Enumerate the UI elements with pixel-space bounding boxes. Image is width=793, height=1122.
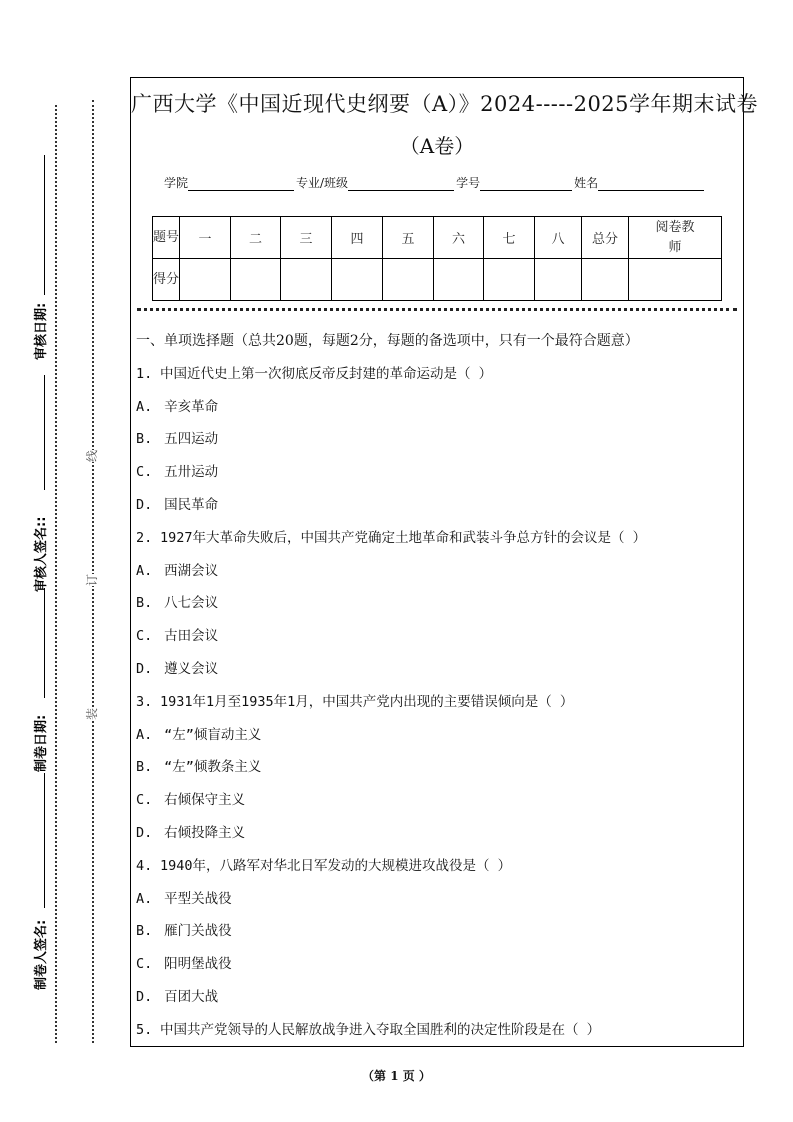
paper-maker-signature-label: 制卷人签名:: [34, 919, 49, 990]
option-1a[interactable]: [136, 397, 739, 430]
student-info-row: [164, 174, 706, 191]
option-letter: C.: [136, 792, 153, 809]
col-header-8: 八: [535, 217, 582, 259]
option-4b[interactable]: [136, 921, 739, 954]
question-4: [136, 856, 739, 889]
student-id-label: 学号: [456, 176, 481, 190]
college-field[interactable]: [188, 178, 294, 191]
score-cell-4[interactable]: [332, 259, 383, 301]
dotted-cut-line-inner: [55, 105, 57, 1043]
section-title: 一、单项选择题（总共20题，每题2分，每题的备选项中，只有一个最符合题意）: [136, 333, 639, 349]
page-number: （第 1 页 ）: [362, 1069, 431, 1083]
score-cell-5[interactable]: [383, 259, 434, 301]
review-date-label: 审核日期:: [34, 302, 49, 360]
question-number: 1.: [136, 365, 153, 382]
col-header-2: 二: [231, 217, 281, 259]
col-header-6: 六: [434, 217, 484, 259]
option-letter: A.: [136, 890, 153, 907]
score-cell-grader[interactable]: [629, 259, 722, 301]
option-text: 国民革命: [164, 496, 219, 513]
score-cell-1[interactable]: [180, 259, 231, 301]
option-1d[interactable]: [136, 495, 739, 528]
question-text: 中国共产党领导的人民解放战争进入夺取全国胜利的决定性阶段是在（ ）: [160, 1021, 601, 1038]
exam-frame: [130, 77, 759, 1047]
option-4d[interactable]: [136, 987, 739, 1020]
paper-maker-signature-line[interactable]: [44, 773, 45, 908]
college-label: 学院: [164, 176, 189, 190]
question-text: 中国近代史上第一次彻底反帝反封建的革命运动是（ ）: [160, 365, 493, 382]
option-3c[interactable]: [136, 790, 739, 823]
option-text: 雁门关战役: [164, 923, 232, 940]
option-1b[interactable]: [136, 429, 739, 462]
score-cell-8[interactable]: [535, 259, 582, 301]
option-text: 辛亥革命: [164, 398, 219, 415]
score-cell-7[interactable]: [484, 259, 535, 301]
option-letter: D.: [136, 824, 153, 841]
option-text: 遵义会议: [164, 660, 219, 677]
question-number: 5.: [136, 1021, 153, 1038]
row-header-score: 得分: [153, 259, 180, 301]
option-3d[interactable]: [136, 823, 739, 856]
col-header-3: 三: [281, 217, 332, 259]
option-2a[interactable]: [136, 561, 739, 594]
col-header-5: 五: [383, 217, 434, 259]
option-letter: C.: [136, 464, 153, 481]
option-text: 古田会议: [164, 628, 219, 645]
option-text: 八七会议: [164, 595, 219, 612]
option-letter: D.: [136, 660, 153, 677]
reviewer-signature-line[interactable]: [44, 375, 45, 490]
row-header-question-no: 题号: [153, 217, 180, 259]
col-header-total: 总分: [582, 217, 629, 259]
option-letter: A.: [136, 562, 153, 579]
option-letter: C.: [136, 628, 153, 645]
option-text: 五卅运动: [164, 464, 219, 481]
option-1c[interactable]: [136, 462, 739, 495]
binding-char-zhuang: 装: [85, 707, 100, 721]
option-text: 百团大战: [164, 988, 219, 1005]
score-cell-total[interactable]: [582, 259, 629, 301]
option-letter: B.: [136, 595, 153, 612]
paper-date-label: 制卷日期:: [34, 714, 49, 772]
option-text: 五四运动: [164, 431, 219, 448]
option-4c[interactable]: [136, 954, 739, 987]
question-5: [136, 1020, 739, 1053]
question-1: [136, 364, 739, 397]
score-cell-2[interactable]: [231, 259, 281, 301]
option-text: “左”倾盲动主义: [164, 726, 262, 743]
dotted-cut-line-outer: [92, 100, 94, 1043]
col-header-4: 四: [332, 217, 383, 259]
exam-subtitle: （A卷）: [399, 134, 475, 158]
option-letter: B.: [136, 431, 153, 448]
option-4a[interactable]: [136, 889, 739, 922]
option-text: 右倾投降主义: [164, 824, 246, 841]
option-letter: D.: [136, 988, 153, 1005]
score-table-score-row: [153, 259, 722, 301]
question-text: 1931年1月至1935年1月，中国共产党内出现的主要错误倾向是（ ）: [160, 693, 574, 710]
reviewer-signature-label: 审核人签名::: [34, 516, 49, 592]
major-class-label: 专业/班级: [296, 176, 349, 190]
question-2: [136, 528, 739, 561]
binding-char-xian: 线: [85, 449, 100, 463]
option-text: 阳明堡战役: [164, 956, 232, 973]
col-header-7: 七: [484, 217, 535, 259]
score-cell-6[interactable]: [434, 259, 484, 301]
question-content: [136, 331, 739, 1053]
option-2b[interactable]: [136, 593, 739, 626]
option-letter: B.: [136, 759, 153, 776]
option-text: 右倾保守主义: [164, 792, 246, 809]
question-text: 1927年大革命失败后，中国共产党确定土地革命和武装斗争总方针的会议是（ ）: [160, 529, 647, 546]
binding-char-ding: 订: [85, 573, 100, 587]
score-cell-3[interactable]: [281, 259, 332, 301]
col-header-1: 一: [180, 217, 231, 259]
paper-date-line[interactable]: [44, 588, 45, 698]
option-letter: A.: [136, 726, 153, 743]
question-number: 2.: [136, 529, 153, 546]
option-letter: C.: [136, 956, 153, 973]
student-id-field[interactable]: [480, 178, 572, 191]
option-letter: D.: [136, 496, 153, 513]
col-header-grader: 阅卷教师: [629, 217, 722, 259]
option-letter: A.: [136, 398, 153, 415]
option-3b[interactable]: [136, 757, 739, 790]
option-2c[interactable]: [136, 626, 739, 659]
name-label: 姓名: [574, 176, 599, 190]
option-3a[interactable]: [136, 725, 739, 758]
option-2d[interactable]: [136, 659, 739, 692]
major-class-field[interactable]: [348, 178, 454, 191]
question-text: 1940年，八路军对华北日军发动的大规模进攻战役是（ ）: [160, 857, 512, 874]
score-table: [152, 216, 722, 301]
option-letter: B.: [136, 923, 153, 940]
exam-title: 广西大学《中国近现代史纲要（A）》2024-----2025学年期末试卷: [131, 92, 759, 116]
question-number: 3.: [136, 693, 153, 710]
name-field[interactable]: [598, 178, 704, 191]
score-table-header-row: [153, 217, 722, 259]
option-text: 平型关战役: [164, 890, 232, 907]
dotted-separator: [137, 308, 737, 311]
option-text: 西湖会议: [164, 562, 219, 579]
review-date-line[interactable]: [44, 155, 45, 295]
question-3: [136, 692, 739, 725]
option-text: “左”倾教条主义: [164, 759, 262, 776]
question-number: 4.: [136, 857, 153, 874]
